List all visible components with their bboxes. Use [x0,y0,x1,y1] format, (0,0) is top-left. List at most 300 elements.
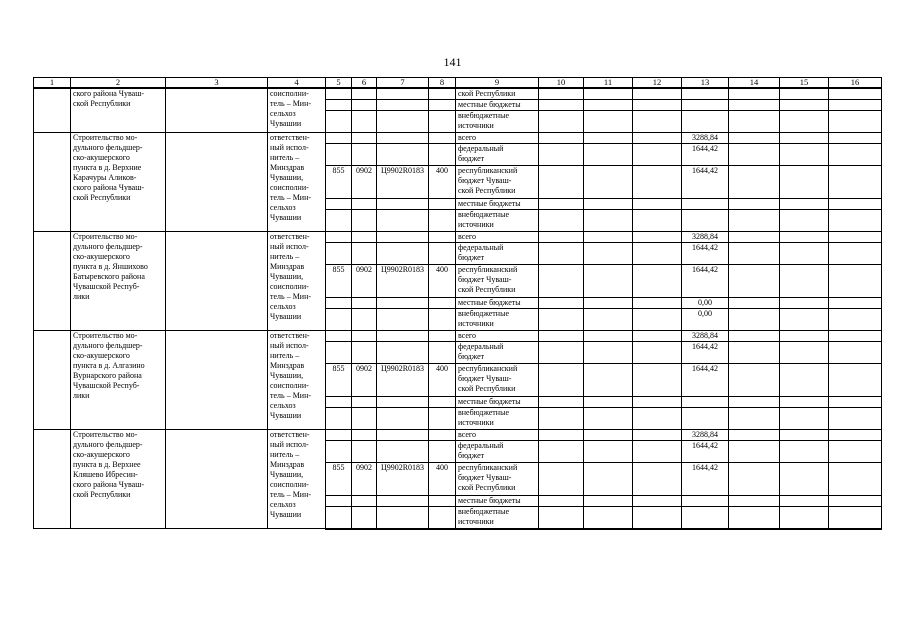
empty-cell-16 [829,364,882,397]
section-code: 0902 [352,364,377,397]
empty-cell-10 [539,309,584,331]
empty-cell-12 [633,166,682,199]
empty-cell-14 [729,408,780,430]
empty-cell-11 [584,364,633,397]
empty-cell-16 [829,210,882,232]
empty-cell-16 [829,463,882,496]
code-cell-8 [429,397,456,408]
code-cell-6 [352,88,377,100]
funding-source: внебюджетные источники [456,408,539,430]
code-cell-7 [377,298,429,309]
section-code: 0902 [352,166,377,199]
funding-source: внебюджетные источники [456,210,539,232]
empty-cell-15 [780,111,829,133]
empty-cell-12 [633,309,682,331]
column-number-2: 2 [71,78,166,89]
empty-cell-11 [584,342,633,364]
code-cell-6 [352,408,377,430]
funding-source: ской Республики [456,88,539,100]
code-cell-7 [377,408,429,430]
empty-cell-11 [584,144,633,166]
empty-cell-11 [584,397,633,408]
empty-cell-14 [729,243,780,265]
amount-cell: 0,00 [682,298,729,309]
code-cell-5 [326,309,352,331]
empty-cell-11 [584,507,633,529]
amount-cell [682,88,729,100]
funding-source: местные бюджеты [456,298,539,309]
amount-cell [682,507,729,529]
code-cell-7 [377,88,429,100]
funding-source: республиканский бюджет Чуваш- ской Республики [456,463,539,496]
empty-cell-14 [729,111,780,133]
code-cell-6 [352,243,377,265]
column-number-12: 12 [633,78,682,89]
amount-cell [682,111,729,133]
empty-cell-16 [829,397,882,408]
empty-cell-12 [633,342,682,364]
responsible-executor: ответствен- ный испол- нитель – Минздрав Чувашии, соисполни- тель – Мин- сельхоз Чувашии [268,232,326,331]
responsible-executor: соисполни- тель – Мин- сельхоз Чувашии [268,88,326,133]
column-number-7: 7 [377,78,429,89]
section-code: 0902 [352,265,377,298]
empty-cell-12 [633,441,682,463]
empty-cell-10 [539,397,584,408]
empty-cell-14 [729,364,780,397]
empty-cell-11 [584,496,633,507]
funding-source: местные бюджеты [456,397,539,408]
empty-cell-11 [584,331,633,342]
funding-source: местные бюджеты [456,496,539,507]
empty-cell-11 [584,232,633,243]
column-number-15: 15 [780,78,829,89]
empty-cell-15 [780,342,829,364]
empty-cell-10 [539,331,584,342]
empty-cell-12 [633,463,682,496]
empty-cell-14 [729,430,780,441]
responsible-executor: ответствен- ный испол- нитель – Минздрав Чувашии, соисполни- тель – Мин- сельхоз Чувашии [268,331,326,430]
empty-cell-10 [539,111,584,133]
empty-cell-14 [729,507,780,529]
empty-cell-15 [780,144,829,166]
code-cell-8 [429,342,456,364]
target-article-code: Ц9902R0183 [377,265,429,298]
empty-cell-16 [829,342,882,364]
empty-cell-10 [539,265,584,298]
empty-cell-10 [539,463,584,496]
responsible-executor: ответствен- ный испол- нитель – Минздрав Чувашии, соисполни- тель – Мин- сельхоз Чувашии [268,430,326,529]
amount-cell: 1644,42 [682,144,729,166]
empty-cell-12 [633,397,682,408]
empty-cell-11 [584,210,633,232]
column-number-row [34,78,882,89]
grbs-code: 855 [326,265,352,298]
empty-cell-16 [829,441,882,463]
empty-cell-10 [539,100,584,111]
column-3-cell [166,430,268,529]
empty-cell-14 [729,496,780,507]
funding-source: федеральный бюджет [456,243,539,265]
amount-cell: 0,00 [682,309,729,331]
code-cell-7 [377,111,429,133]
empty-cell-16 [829,243,882,265]
code-cell-8 [429,496,456,507]
empty-cell-10 [539,133,584,144]
table-row [34,331,882,342]
amount-cell [682,100,729,111]
empty-cell-11 [584,243,633,265]
code-cell-8 [429,199,456,210]
empty-cell-14 [729,144,780,166]
event-name: Строительство мо- дульного фельдшер- ско-акушерского пункта в д. Верхние Карачуры Аликов- ского района Чуваш- ской Республики [71,133,166,232]
code-cell-7 [377,100,429,111]
empty-cell-14 [729,298,780,309]
funding-source: всего [456,232,539,243]
amount-cell [682,408,729,430]
empty-cell-10 [539,441,584,463]
empty-cell-11 [584,309,633,331]
empty-cell-15 [780,441,829,463]
table-row [34,133,882,144]
empty-cell-14 [729,265,780,298]
table-row [34,88,882,100]
section-code: 0902 [352,463,377,496]
program-table [33,77,882,530]
empty-cell-10 [539,507,584,529]
amount-cell: 1644,42 [682,463,729,496]
code-cell-5 [326,331,352,342]
code-cell-6 [352,507,377,529]
empty-cell-10 [539,166,584,199]
empty-cell-14 [729,441,780,463]
empty-cell-15 [780,265,829,298]
table-row [34,232,882,243]
empty-cell-15 [780,463,829,496]
code-cell-5 [326,88,352,100]
code-cell-8 [429,210,456,232]
empty-cell-12 [633,507,682,529]
code-cell-7 [377,507,429,529]
amount-cell: 1644,42 [682,364,729,397]
column-number-8: 8 [429,78,456,89]
empty-cell-15 [780,364,829,397]
amount-cell [682,397,729,408]
empty-cell-15 [780,309,829,331]
empty-cell-14 [729,342,780,364]
funding-source: всего [456,430,539,441]
empty-cell-12 [633,243,682,265]
event-name: Строительство мо- дульного фельдшер- ско-акушерского пункта в д. Алгазино Вурнарского района Чувашской Респуб- лики [71,331,166,430]
empty-cell-16 [829,232,882,243]
empty-cell-15 [780,100,829,111]
empty-cell-14 [729,199,780,210]
funding-source: местные бюджеты [456,199,539,210]
code-cell-8 [429,133,456,144]
empty-cell-15 [780,199,829,210]
empty-cell-15 [780,210,829,232]
code-cell-6 [352,496,377,507]
code-cell-8 [429,88,456,100]
code-cell-5 [326,133,352,144]
expense-type-code: 400 [429,265,456,298]
expense-type-code: 400 [429,166,456,199]
amount-cell [682,199,729,210]
amount-cell: 1644,42 [682,243,729,265]
empty-cell-16 [829,166,882,199]
code-cell-8 [429,144,456,166]
column-3-cell [166,331,268,430]
empty-cell-16 [829,298,882,309]
code-cell-5 [326,342,352,364]
funding-source: местные бюджеты [456,100,539,111]
code-cell-6 [352,342,377,364]
code-cell-5 [326,496,352,507]
amount-cell [682,496,729,507]
empty-cell-10 [539,199,584,210]
code-cell-6 [352,199,377,210]
code-cell-7 [377,199,429,210]
empty-cell-11 [584,100,633,111]
empty-cell-12 [633,199,682,210]
code-cell-8 [429,331,456,342]
code-cell-5 [326,298,352,309]
empty-cell-14 [729,88,780,100]
empty-cell-12 [633,298,682,309]
code-cell-7 [377,397,429,408]
funding-source: федеральный бюджет [456,144,539,166]
empty-cell-16 [829,133,882,144]
code-cell-6 [352,298,377,309]
empty-cell-10 [539,210,584,232]
event-name: Строительство мо- дульного фельдшер- ско-акушерского пункта в д. Верхнее Кляшево Ибресин- ского района Чуваш- ской Республики [71,430,166,529]
table-row [34,430,882,441]
code-cell-6 [352,144,377,166]
code-cell-5 [326,232,352,243]
empty-cell-10 [539,342,584,364]
empty-cell-15 [780,507,829,529]
row-number-cell [34,232,71,331]
empty-cell-12 [633,144,682,166]
empty-cell-16 [829,430,882,441]
empty-cell-12 [633,133,682,144]
code-cell-5 [326,397,352,408]
empty-cell-16 [829,309,882,331]
empty-cell-11 [584,441,633,463]
code-cell-8 [429,430,456,441]
empty-cell-15 [780,133,829,144]
amount-cell: 1644,42 [682,342,729,364]
target-article-code: Ц9902R0183 [377,166,429,199]
code-cell-6 [352,100,377,111]
amount-cell: 1644,42 [682,166,729,199]
code-cell-5 [326,430,352,441]
empty-cell-14 [729,232,780,243]
amount-cell: 3288,84 [682,133,729,144]
code-cell-6 [352,430,377,441]
code-cell-5 [326,441,352,463]
empty-cell-14 [729,100,780,111]
code-cell-7 [377,309,429,331]
grbs-code: 855 [326,364,352,397]
column-number-3: 3 [166,78,268,89]
code-cell-8 [429,441,456,463]
code-cell-5 [326,507,352,529]
empty-cell-11 [584,265,633,298]
code-cell-5 [326,199,352,210]
empty-cell-16 [829,331,882,342]
empty-cell-12 [633,364,682,397]
code-cell-8 [429,232,456,243]
empty-cell-15 [780,232,829,243]
page-number: 141 [443,55,462,69]
code-cell-7 [377,441,429,463]
target-article-code: Ц9902R0183 [377,364,429,397]
empty-cell-11 [584,88,633,100]
empty-cell-12 [633,430,682,441]
amount-cell: 3288,84 [682,331,729,342]
empty-cell-15 [780,331,829,342]
empty-cell-16 [829,144,882,166]
responsible-executor: ответствен- ный испол- нитель – Минздрав Чувашии, соисполни- тель – Мин- сельхоз Чувашии [268,133,326,232]
empty-cell-15 [780,166,829,199]
empty-cell-14 [729,309,780,331]
amount-cell: 1644,42 [682,265,729,298]
column-number-13: 13 [682,78,729,89]
column-number-10: 10 [539,78,584,89]
empty-cell-11 [584,111,633,133]
amount-cell: 3288,84 [682,430,729,441]
empty-cell-14 [729,397,780,408]
code-cell-7 [377,133,429,144]
code-cell-5 [326,210,352,232]
grbs-code: 855 [326,463,352,496]
code-cell-7 [377,144,429,166]
amount-cell: 3288,84 [682,232,729,243]
empty-cell-16 [829,507,882,529]
empty-cell-15 [780,430,829,441]
column-3-cell [166,88,268,133]
code-cell-6 [352,331,377,342]
column-number-14: 14 [729,78,780,89]
code-cell-7 [377,496,429,507]
code-cell-8 [429,100,456,111]
empty-cell-15 [780,408,829,430]
empty-cell-12 [633,111,682,133]
empty-cell-16 [829,100,882,111]
empty-cell-11 [584,463,633,496]
code-cell-8 [429,309,456,331]
code-cell-5 [326,111,352,133]
funding-source: федеральный бюджет [456,441,539,463]
column-3-cell [166,133,268,232]
column-number-4: 4 [268,78,326,89]
funding-source: внебюджетные источники [456,507,539,529]
code-cell-8 [429,111,456,133]
funding-source: всего [456,331,539,342]
empty-cell-15 [780,298,829,309]
empty-cell-16 [829,111,882,133]
code-cell-5 [326,408,352,430]
column-3-cell [166,232,268,331]
expense-type-code: 400 [429,463,456,496]
code-cell-5 [326,100,352,111]
empty-cell-10 [539,243,584,265]
code-cell-6 [352,309,377,331]
grbs-code: 855 [326,166,352,199]
empty-cell-15 [780,88,829,100]
empty-cell-14 [729,133,780,144]
empty-cell-10 [539,298,584,309]
empty-cell-14 [729,166,780,199]
empty-cell-10 [539,88,584,100]
empty-cell-15 [780,243,829,265]
empty-cell-11 [584,133,633,144]
empty-cell-16 [829,88,882,100]
empty-cell-14 [729,463,780,496]
empty-cell-12 [633,232,682,243]
empty-cell-12 [633,88,682,100]
event-name: Строительство мо- дульного фельдшер- ско-акушерского пункта в д. Яншихово Батыревского района Чувашской Респуб- лики [71,232,166,331]
row-number-cell [34,88,71,133]
empty-cell-12 [633,331,682,342]
empty-cell-12 [633,496,682,507]
column-number-16: 16 [829,78,882,89]
column-number-6: 6 [352,78,377,89]
empty-cell-15 [780,397,829,408]
empty-cell-10 [539,364,584,397]
empty-cell-14 [729,210,780,232]
funding-source: республиканский бюджет Чуваш- ской Республики [456,265,539,298]
empty-cell-16 [829,496,882,507]
code-cell-8 [429,408,456,430]
row-number-cell [34,430,71,529]
code-cell-7 [377,243,429,265]
empty-cell-10 [539,144,584,166]
empty-cell-16 [829,408,882,430]
funding-source: всего [456,133,539,144]
code-cell-6 [352,232,377,243]
column-number-5: 5 [326,78,352,89]
code-cell-6 [352,441,377,463]
empty-cell-12 [633,100,682,111]
funding-source: республиканский бюджет Чуваш- ской Республики [456,166,539,199]
row-number-cell [34,331,71,430]
empty-cell-10 [539,430,584,441]
code-cell-6 [352,397,377,408]
code-cell-6 [352,133,377,144]
code-cell-8 [429,243,456,265]
code-cell-8 [429,507,456,529]
target-article-code: Ц9902R0183 [377,463,429,496]
funding-source: федеральный бюджет [456,342,539,364]
code-cell-7 [377,210,429,232]
empty-cell-12 [633,210,682,232]
code-cell-6 [352,111,377,133]
empty-cell-15 [780,496,829,507]
empty-cell-11 [584,298,633,309]
empty-cell-10 [539,496,584,507]
empty-cell-16 [829,199,882,210]
empty-cell-10 [539,232,584,243]
funding-source: внебюджетные источники [456,309,539,331]
empty-cell-12 [633,408,682,430]
funding-source: республиканский бюджет Чуваш- ской Республики [456,364,539,397]
column-number-1: 1 [34,78,71,89]
column-number-11: 11 [584,78,633,89]
code-cell-6 [352,210,377,232]
code-cell-7 [377,342,429,364]
code-cell-7 [377,232,429,243]
